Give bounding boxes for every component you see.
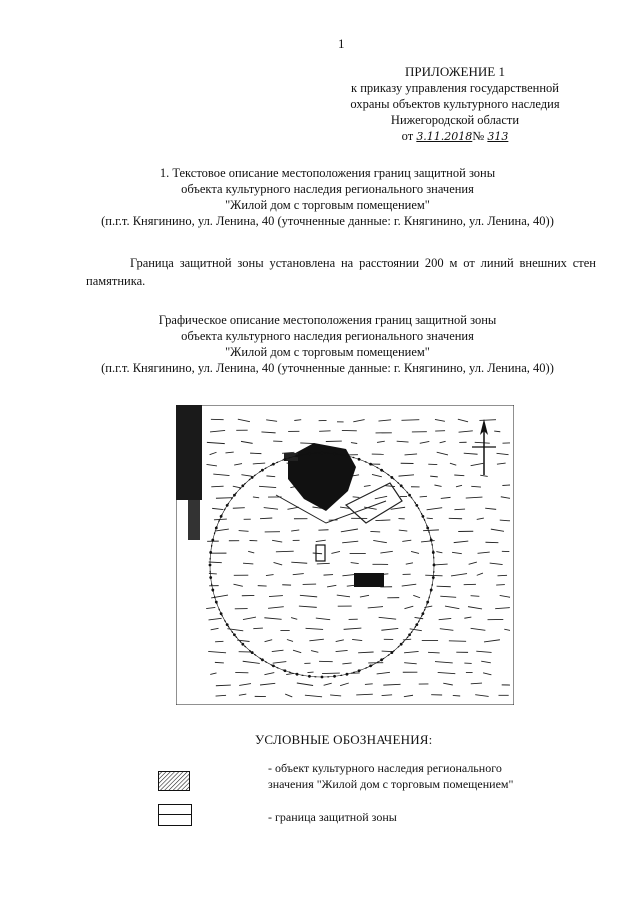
terrain-dash: [324, 575, 334, 576]
boundary-point: [346, 454, 349, 457]
dark-building-south: [354, 573, 384, 587]
boundary-point: [209, 576, 212, 579]
boundary-point: [390, 651, 393, 654]
legend-heritage-swatch: [158, 771, 190, 791]
appendix-line-2: охраны объектов культурного наследия: [350, 97, 560, 111]
terrain-dash: [215, 662, 224, 663]
boundary-point: [432, 551, 435, 554]
boundary-point: [233, 494, 236, 497]
boundary-point: [426, 601, 429, 604]
boundary-point: [272, 665, 275, 668]
terrain-dash: [317, 563, 330, 564]
appendix-line-1: к приказу управления государственной: [351, 81, 559, 95]
section-1-line-2: объекта культурного наследия регионального значения: [181, 182, 474, 196]
boundary-point: [422, 612, 425, 615]
boundary-point: [433, 564, 436, 567]
number-sign: №: [472, 129, 485, 143]
legend-item-heritage: [268, 760, 568, 792]
boundary-point: [215, 601, 218, 604]
boundary-point: [358, 669, 361, 672]
legend-item-zone: - граница защитной зоны: [268, 810, 397, 824]
terrain-dash: [427, 518, 433, 519]
boundary-point: [400, 484, 403, 487]
boundary-point: [226, 504, 229, 507]
appendix-title: ПРИЛОЖЕНИЕ 1: [405, 64, 505, 79]
boundary-point: [408, 494, 411, 497]
boundary-point: [369, 463, 372, 466]
section-2-line-3: "Жилой дом с торговым помещением": [225, 345, 430, 359]
terrain-dash: [449, 641, 466, 642]
terrain-dash: [471, 596, 480, 597]
boundary-point: [430, 539, 433, 542]
legend-item-heritage-line-1: - объект культурного наследия регионального: [268, 761, 502, 775]
terrain-dash: [233, 508, 245, 509]
boundary-point: [333, 452, 336, 455]
dark-left-strip: [176, 405, 202, 500]
terrain-dash: [428, 652, 440, 653]
terrain-dash: [276, 551, 294, 552]
boundary-point: [261, 658, 264, 661]
boundary-paragraph: Граница защитной зоны установлена на расстоянии 200 м от линий внешних стен памятника.: [86, 256, 596, 288]
boundary-point: [380, 658, 383, 661]
boundary-point: [251, 476, 254, 479]
date-handwritten: 3.11.2018: [416, 130, 473, 143]
boundary-point: [284, 669, 287, 672]
date-prefix: от: [401, 129, 414, 143]
terrain-dash: [215, 641, 223, 642]
boundary-point: [333, 675, 336, 678]
boundary-point: [296, 454, 299, 457]
boundary-point: [390, 476, 393, 479]
boundary-point: [422, 515, 425, 518]
terrain-dash: [401, 420, 419, 421]
boundary-point: [430, 589, 433, 592]
boundary-point: [261, 469, 264, 472]
boundary-point: [369, 665, 372, 668]
boundary-point: [272, 463, 275, 466]
boundary-point: [426, 527, 429, 530]
boundary-point: [346, 673, 349, 676]
section-2-line-4: (п.г.т. Княгинино, ул. Ленина, 40 (уточненные данные: г. Княгинино, ул. Ленина, 40)): [101, 361, 554, 375]
section-1-line-1: 1. Текстовое описание местоположения границ защитной зоны: [159, 166, 496, 180]
terrain-dash: [437, 586, 451, 587]
boundary-point: [209, 564, 212, 567]
terrain-dash: [375, 520, 390, 521]
boundary-point: [211, 539, 214, 542]
protection-zone-map: [176, 405, 514, 705]
boundary-point: [400, 643, 403, 646]
appendix-header: [330, 64, 580, 145]
boundary-point: [226, 623, 229, 626]
boundary-point: [321, 676, 324, 679]
legend-item-heritage-line-2: значения "Жилой дом с торговым помещением": [268, 777, 514, 791]
legend-title: УСЛОВНЫЕ ОБОЗНАЧЕНИЯ:: [255, 732, 433, 747]
terrain-dash: [216, 498, 232, 499]
boundary-point: [251, 651, 254, 654]
boundary-point: [296, 673, 299, 676]
terrain-dash: [253, 628, 263, 629]
boundary-point: [308, 452, 311, 455]
boundary-point: [220, 612, 223, 615]
terrain-dash: [453, 695, 460, 696]
boundary-point: [408, 633, 411, 636]
boundary-point: [380, 469, 383, 472]
boundary-point: [321, 452, 324, 455]
page-number: 1: [338, 36, 345, 51]
boundary-point: [209, 551, 212, 554]
terrain-dash: [425, 575, 442, 576]
boundary-point: [284, 458, 287, 461]
section-2-line-1: Графическое описание местоположения границ защитной зоны: [158, 313, 497, 327]
boundary-point: [241, 484, 244, 487]
boundary-point: [215, 527, 218, 530]
boundary-point: [415, 623, 418, 626]
boundary-point: [308, 675, 311, 678]
section-1-line-3: "Жилой дом с торговым помещением": [225, 198, 430, 212]
appendix-line-3: Нижегородской области: [390, 113, 520, 127]
section-2-line-2: объекта культурного наследия регионального значения: [181, 329, 474, 343]
boundary-point: [358, 458, 361, 461]
section-2-heading: [80, 312, 575, 376]
terrain-dash: [319, 431, 330, 432]
number-handwritten: 313: [487, 130, 509, 143]
terrain-dash: [300, 443, 314, 444]
legend-zone-swatch: [158, 804, 192, 826]
boundary-point: [415, 504, 418, 507]
dark-left-strip-lower: [188, 500, 200, 540]
boundary-point: [211, 589, 214, 592]
terrain-dash: [498, 575, 508, 576]
appendix-date-line: [330, 128, 580, 145]
section-1-heading: [80, 165, 575, 229]
section-1-line-4: (п.г.т. Княгинино, ул. Ленина, 40 (уточненные данные: г. Княгинино, ул. Ленина, 40)): [101, 214, 554, 228]
boundary-point: [220, 515, 223, 518]
boundary-point: [233, 633, 236, 636]
boundary-point: [432, 576, 435, 579]
boundary-point: [241, 643, 244, 646]
